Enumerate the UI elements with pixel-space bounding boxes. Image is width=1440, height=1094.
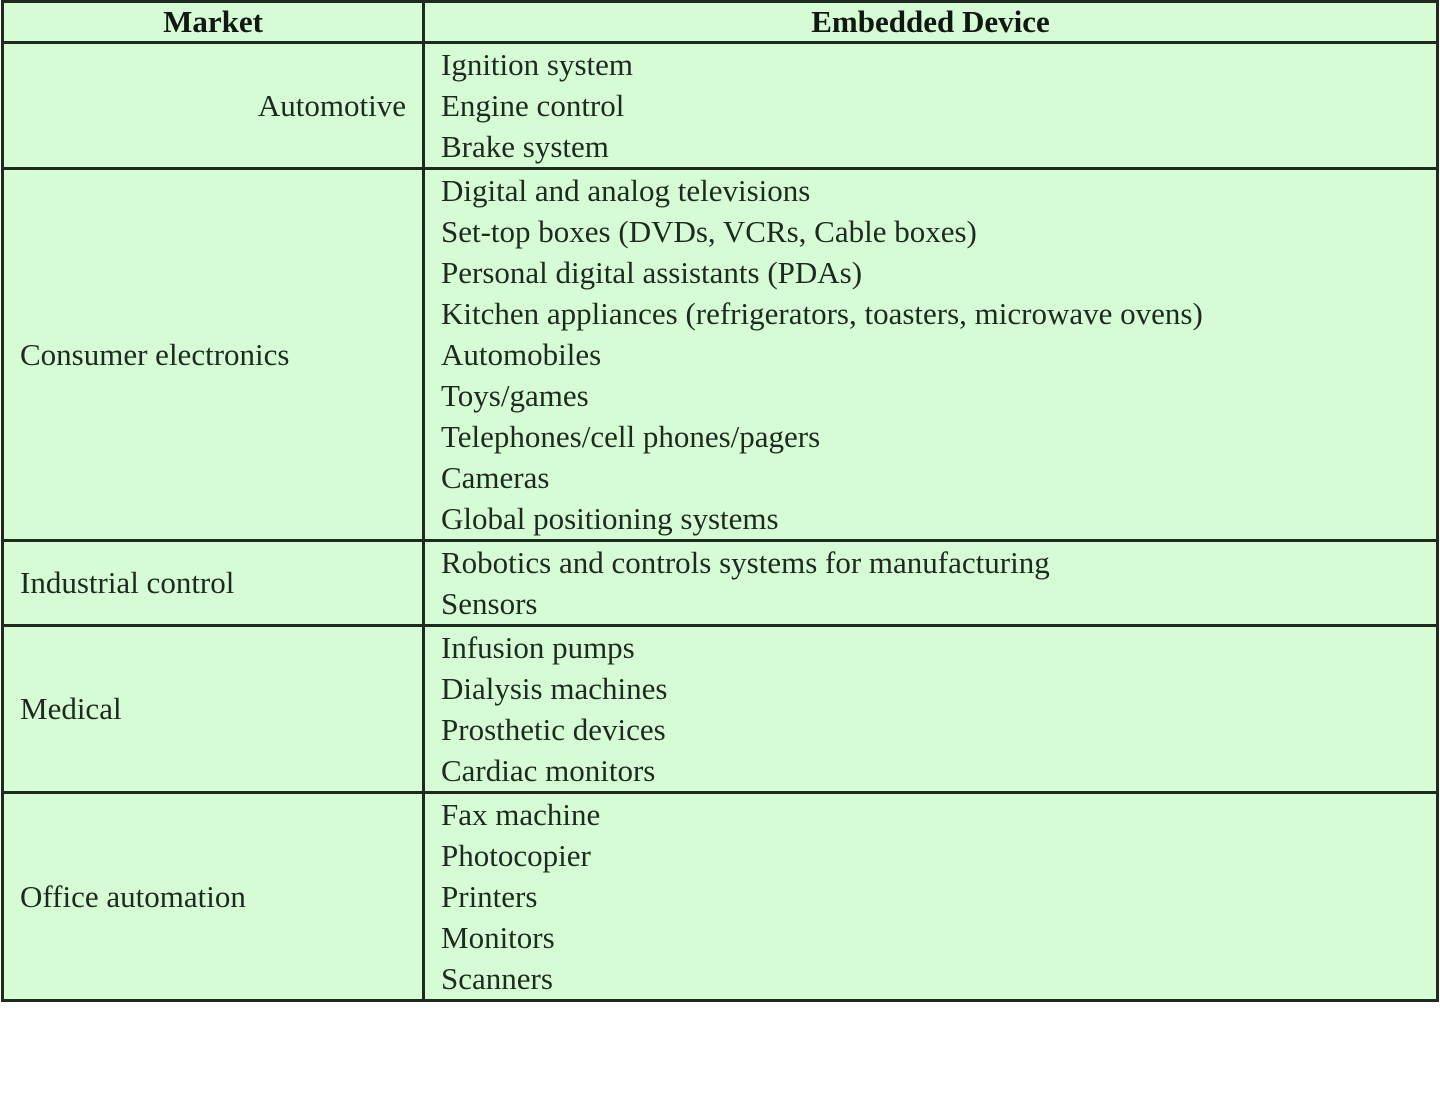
device-item: Set-top boxes (DVDs, VCRs, Cable boxes)	[441, 214, 977, 249]
devices-cell	[424, 541, 1438, 626]
device-item: Printers	[441, 879, 538, 914]
header-embedded-device: Embedded Device	[424, 2, 1438, 43]
table-header	[3, 2, 1438, 43]
device-item: Telephones/cell phones/pagers	[441, 419, 821, 454]
device-item: Photocopier	[441, 838, 591, 873]
market-cell: Office automation	[3, 793, 424, 1001]
table-row	[3, 43, 1438, 169]
device-item: Brake system	[441, 129, 609, 164]
device-item: Scanners	[441, 961, 553, 996]
market-cell: Industrial control	[3, 541, 424, 626]
embedded-devices-table	[1, 0, 1439, 1002]
market-cell: Medical	[3, 626, 424, 793]
device-item: Toys/games	[441, 378, 589, 413]
device-item: Cardiac monitors	[441, 753, 656, 788]
header-row	[3, 2, 1438, 43]
devices-cell	[424, 169, 1438, 541]
table-row	[3, 169, 1438, 541]
devices-cell	[424, 626, 1438, 793]
device-item: Ignition system	[441, 47, 634, 82]
device-item: Prosthetic devices	[441, 712, 666, 747]
devices-cell	[424, 793, 1438, 1001]
device-item: Automobiles	[441, 337, 602, 372]
device-item: Engine control	[441, 88, 625, 123]
device-item: Dialysis machines	[441, 671, 668, 706]
market-cell: Consumer electronics	[3, 169, 424, 541]
header-market: Market	[3, 2, 424, 43]
market-cell: Automotive	[3, 43, 424, 169]
table-row	[3, 626, 1438, 793]
device-item: Fax machine	[441, 797, 601, 832]
device-item: Kitchen appliances (refrigerators, toasters, microwave ovens)	[441, 296, 1203, 331]
device-item: Robotics and controls systems for manufacturing	[441, 545, 1050, 580]
device-item: Infusion pumps	[441, 630, 635, 665]
device-item: Global positioning systems	[441, 501, 779, 536]
table-row	[3, 541, 1438, 626]
table-row	[3, 793, 1438, 1001]
device-item: Digital and analog televisions	[441, 173, 811, 208]
device-item: Sensors	[441, 586, 538, 621]
device-item: Cameras	[441, 460, 550, 495]
device-item: Monitors	[441, 920, 555, 955]
devices-cell	[424, 43, 1438, 169]
device-item: Personal digital assistants (PDAs)	[441, 255, 863, 290]
